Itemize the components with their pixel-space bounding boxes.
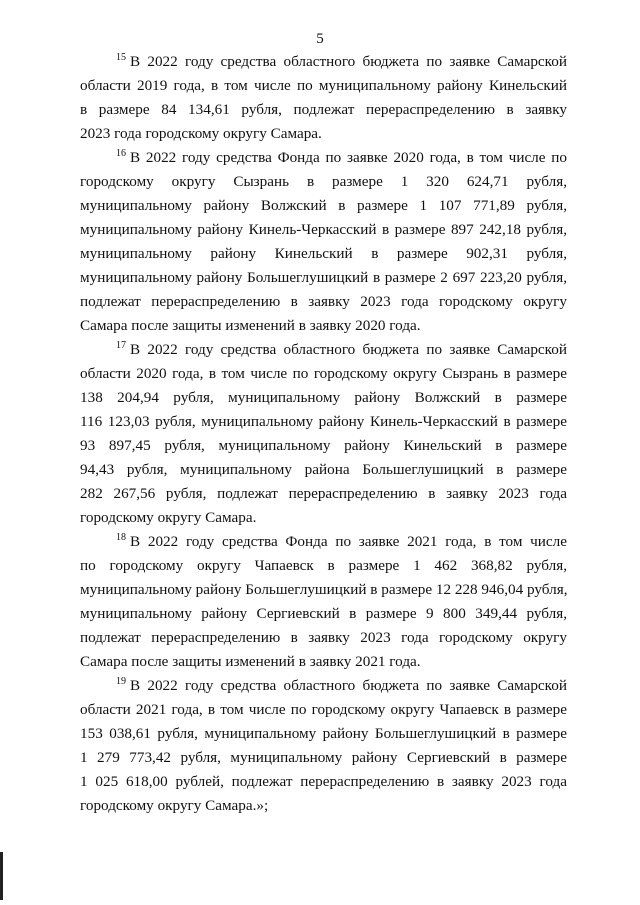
text-line [80,362,567,386]
line-text: 282 267,56 рубля, подлежат перераспределению в заявку 2023 года [80,485,567,502]
footnote-marker: 19 [116,676,126,687]
line-text: 116 123,03 рубля, муниципальному району Кинель-Черкасский в размере [80,413,567,430]
line-text: 94,43 рубля, муниципальному района Большеглушицкий в размере [80,461,567,478]
line-text: 2023 года городскому округу Самара. [80,125,322,142]
line-text: В 2022 году средства Фонда по заявке 2021 года, в том числе [130,533,567,550]
line-text: В 2022 году средства областного бюджета по заявке Самарской [130,53,567,70]
footnote-marker: 17 [116,340,126,351]
text-line [80,290,567,314]
text-line [80,506,567,530]
text-line [80,770,567,794]
text-line [80,122,567,146]
line-text: В 2022 году средства областного бюджета по заявке Самарской [130,677,567,694]
line-text: муниципальному району Волжский в размере 1 107 771,89 рубля, [80,197,567,214]
line-text: 138 204,94 рубля, муниципальному району Волжский в размере [80,389,567,406]
footnote-paragraph [80,146,567,338]
footnote-paragraph [80,338,567,530]
text-line [80,722,567,746]
text-line [80,338,567,362]
text-line [80,146,567,170]
line-text: муниципальному району Кинельский в размере 902,31 рубля, [80,245,567,262]
text-line [80,386,567,410]
line-text: 1 279 773,42 рубля, муниципальному району Сергиевский в размере [80,749,567,766]
line-text: 93 897,45 рубля, муниципальному району Кинельский в размере [80,437,567,454]
line-text: в размере 84 134,61 рубля, подлежат перераспределению в заявку [80,101,567,118]
footnote-paragraph [80,50,567,146]
line-text: Самара после защиты изменений в заявку 2021 года. [80,653,421,670]
text-line [80,482,567,506]
line-text: по городскому округу Чапаевск в размере 1 462 368,82 рубля, [80,557,567,574]
line-text: муниципальному району Сергиевский в размере 9 800 349,44 рубля, [80,605,567,622]
line-text: В 2022 году средства Фонда по заявке 2020 года, в том числе по [130,149,567,166]
line-text: муниципальному району Кинель-Черкасский в размере 897 242,18 рубля, [80,221,567,238]
document-body [80,50,567,818]
line-text: области 2019 года, в том числе по муниципальному району Кинельский [80,77,567,94]
scan-edge-mark [0,852,3,900]
text-line [80,602,567,626]
line-text: Самара после защиты изменений в заявку 2020 года. [80,317,421,334]
footnote-paragraph [80,530,567,674]
page-number: 5 [316,31,324,47]
line-text: подлежат перераспределению в заявку 2023 года городскому округу [80,629,567,646]
text-line [80,242,567,266]
text-line [80,578,567,602]
line-text: городскому округу Самара. [80,509,257,526]
text-line [80,314,567,338]
line-text: области 2020 года, в том числе по городскому округу Сызрань в размере [80,365,567,382]
footnote-marker: 15 [116,52,126,63]
text-line [80,458,567,482]
text-line [80,626,567,650]
line-text: 153 038,61 рубля, муниципальному району Большеглушицкий в размере [80,725,567,742]
footnote-paragraph [80,674,567,818]
line-text: муниципальному району Большеглушицкий в размере 2 697 223,20 рубля, [80,269,567,286]
line-text: подлежат перераспределению в заявку 2023 года городскому округу [80,293,567,310]
text-line [80,554,567,578]
text-line [80,698,567,722]
text-line [80,50,567,74]
text-line [80,266,567,290]
footnote-marker: 16 [116,148,126,159]
text-line [80,746,567,770]
text-line [80,98,567,122]
text-line [80,194,567,218]
text-line [80,650,567,674]
text-line [80,434,567,458]
text-line [80,218,567,242]
line-text: муниципальному району Большеглушицкий в размере 12 228 946,04 рубля, [80,581,567,598]
line-text: В 2022 году средства областного бюджета по заявке Самарской [130,341,567,358]
line-text: городскому округу Сызрань в размере 1 320 624,71 рубля, [80,173,567,190]
text-line [80,674,567,698]
text-line [80,74,567,98]
text-line [80,410,567,434]
text-line [80,530,567,554]
line-text: городскому округу Самара.»; [80,797,269,814]
line-text: 1 025 618,00 рублей, подлежат перераспределению в заявку 2023 года [80,773,567,790]
footnote-marker: 18 [116,532,126,543]
text-line [80,794,567,818]
line-text: области 2021 года, в том числе по городскому округу Чапаевск в размере [80,701,567,718]
text-line [80,170,567,194]
